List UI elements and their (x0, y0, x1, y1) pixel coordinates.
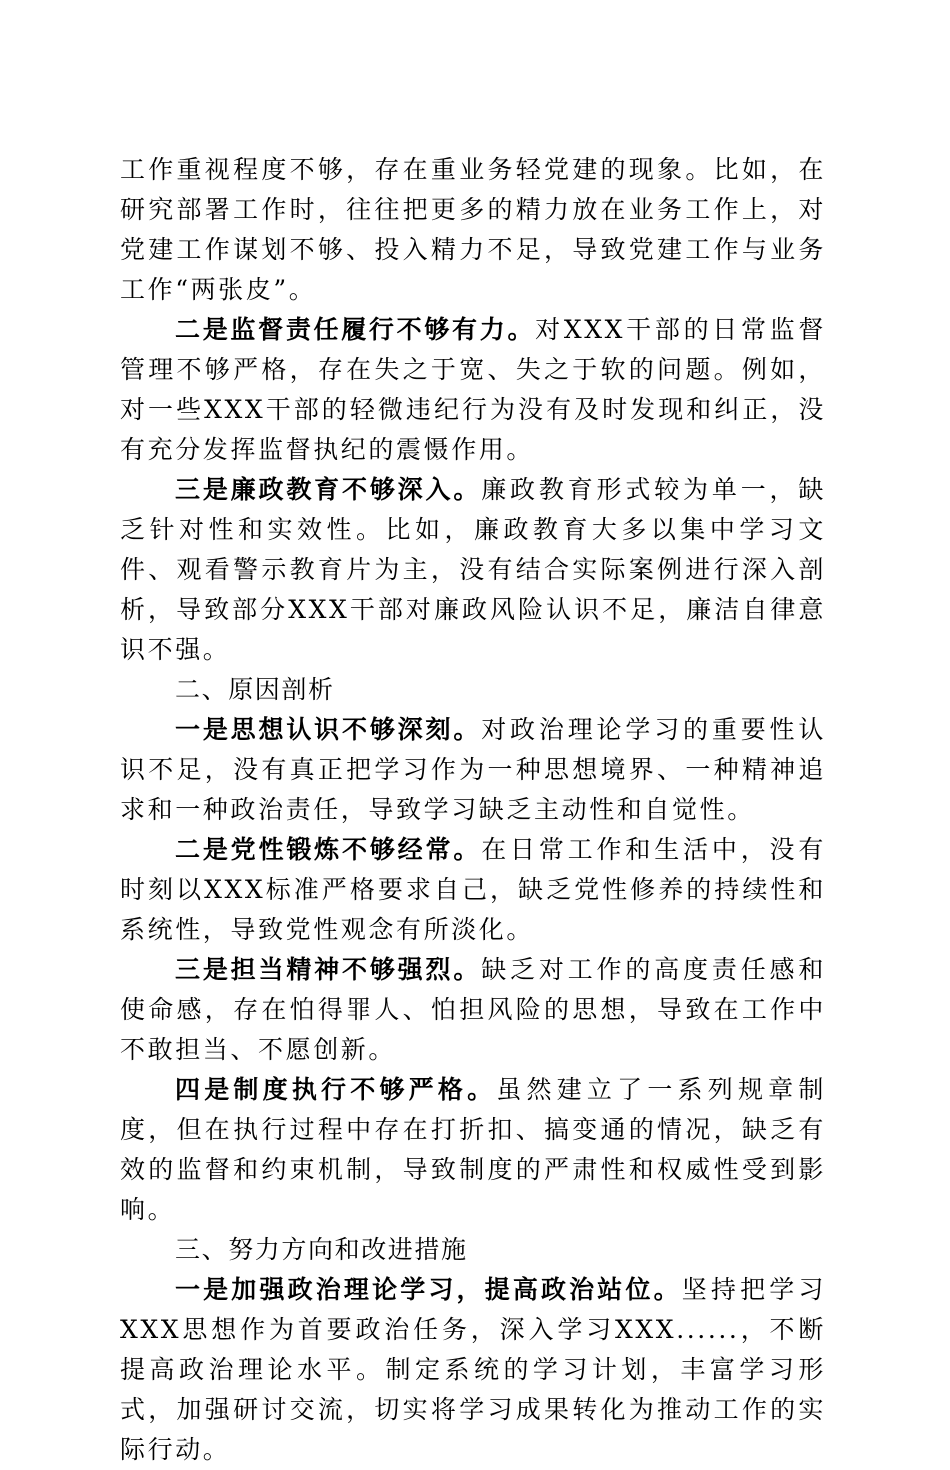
paragraph-supervision (120, 310, 826, 470)
paragraph-lead: 四是制度执行不够严格。 (175, 1075, 497, 1104)
paragraph-integrity-education (120, 470, 826, 670)
paragraph-text: 对政治理论学习的重要性认识不足，没有真正把学习作为一种思想境界、一种精神追求和一种政治责任，导致学习缺乏主动性和自觉性。 (120, 715, 826, 824)
paragraph-text: 廉政教育形式较为单一，缺乏针对性和实效性。比如，廉政教育大多以集中学习文件、观看警示教育片为主，没有结合实际案例进行深入剖析，导致部分XXX干部对廉政风险认识不足，廉洁自律意识不强。 (120, 475, 826, 664)
paragraph-text: 坚持把学习XXX思想作为首要政治任务，深入学习XXX......，不断提高政治理论水平。制定系统的学习计划，丰富学习形式，加强研讨交流，切实将学习成果转化为推动工作的实际行动。 (120, 1275, 826, 1464)
paragraph-continuation (120, 150, 826, 310)
paragraph-lead: 三是廉政教育不够深入。 (175, 475, 482, 504)
paragraph-lead: 三是担当精神不够强烈。 (175, 955, 482, 984)
paragraph-lead: 一是思想认识不够深刻。 (175, 715, 482, 744)
section-heading-improvement-measures: 三、努力方向和改进措施 (175, 1235, 468, 1264)
paragraph-political-study (120, 1270, 826, 1470)
paragraph-lead: 二是党性锻炼不够经常。 (175, 835, 482, 864)
paragraph-text: 在日常工作和生活中，没有时刻以XXX标准严格要求自己，缺乏党性修养的持续性和系统性，导致党性观念有所淡化。 (120, 835, 826, 944)
paragraph-lead: 一是加强政治理论学习，提高政治站位。 (175, 1275, 682, 1304)
section-heading-cause-analysis: 二、原因剖析 (175, 675, 335, 704)
paragraph-system-execution (120, 1070, 826, 1230)
paragraph-text: 虽然建立了一系列规章制度，但在执行过程中存在打折扣、搞变通的情况，缺乏有效的监督和约束机制，导致制度的严肃性和权威性受到影响。 (120, 1075, 826, 1224)
document-body (120, 150, 826, 1470)
paragraph-ideological (120, 710, 826, 830)
paragraph-text: 对XXX干部的日常监督管理不够严格，存在失之于宽、失之于软的问题。例如，对一些XXX干部的轻微违纪行为没有及时发现和纠正，没有充分发挥监督执纪的震慑作用。 (120, 315, 826, 464)
paragraph-text: 缺乏对工作的高度责任感和使命感，存在怕得罪人、怕担风险的思想，导致在工作中不敢担当、不愿创新。 (120, 955, 826, 1064)
paragraph-party-spirit (120, 830, 826, 950)
paragraph-lead: 二是监督责任履行不够有力。 (175, 315, 536, 344)
paragraph-responsibility (120, 950, 826, 1070)
paragraph-text: 工作重视程度不够，存在重业务轻党建的现象。比如，在研究部署工作时，往往把更多的精力放在业务工作上，对党建工作谋划不够、投入精力不足，导致党建工作与业务工作“两张皮”。 (120, 155, 826, 304)
